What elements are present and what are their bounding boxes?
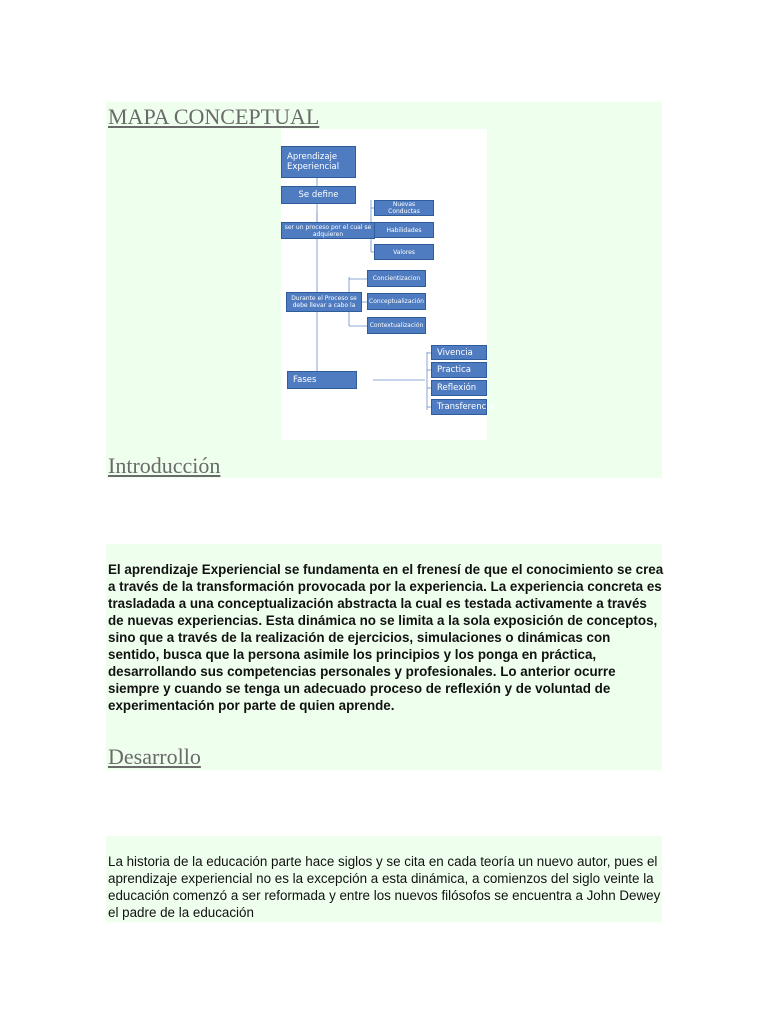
concept-define: Se define [281,186,356,204]
heading-mapa-conceptual[interactable]: MAPA CONCEPTUAL [108,104,320,129]
intro-text-normal: El aprendizaje Experiencial se fundamenta en el frenesí de que el conocimiento se crea a través de la transformación provocada por la experiencia. La experiencia concreta es trasladada a una conceptualización abstracta la cual es testada activamente a través de nuevas experiencias. [108,562,664,628]
concept-fases: Fases [287,371,357,389]
concept-durante: Durante el Proceso se debe llevar a cabo la [286,292,362,312]
concept-adquiere-2: Habilidades [374,222,434,238]
concept-adquiere-1: Nuevas Conductas [374,200,434,216]
concept-durante-3: Contextualización [367,317,426,334]
intro-paragraph [108,561,664,714]
concept-root: Aprendizaje Experiencial [281,146,356,178]
concept-fase-2: Practica [431,362,487,378]
concept-proceso: ser un proceso por el cual se adquieren [281,222,375,239]
concept-durante-1: Concientizacion [367,270,426,287]
intro-text-bold: Esta dinámica no se limita a la sola exposición de conceptos, sino que a través de la realización de ejercicios, simulaciones o dinámicas con sentido, busca que la persona asimile los principios y los ponga en práctica, desarrollando sus competencias personales y profesionales. Lo anterior ocurre siempre y cuando se tenga un adecuado proceso de reflexión y de voluntad de experimentación por parte de quien aprende. [108,613,658,713]
concept-fase-3: Reflexión [431,380,487,396]
concept-fase-4: Transferencia [431,399,487,415]
concept-fase-1: Vivencia [431,345,487,360]
concept-adquiere-3: Valores [374,244,434,260]
desarrollo-paragraph: La historia de la educación parte hace siglos y se cita en cada teoría un nuevo autor, pues el aprendizaje experiencial no es la excepción a esta dinámica, a comienzos del siglo veinte la educación comenzó a ser reformada y entre los nuevos filósofos se encuentra a John Dewey el padre de la educación [108,854,661,920]
concept-durante-2: Conceptualización [367,293,426,310]
heading-introduccion[interactable]: Introducción [108,453,221,478]
concept-map [281,129,494,440]
heading-desarrollo[interactable]: Desarrollo [108,744,201,769]
